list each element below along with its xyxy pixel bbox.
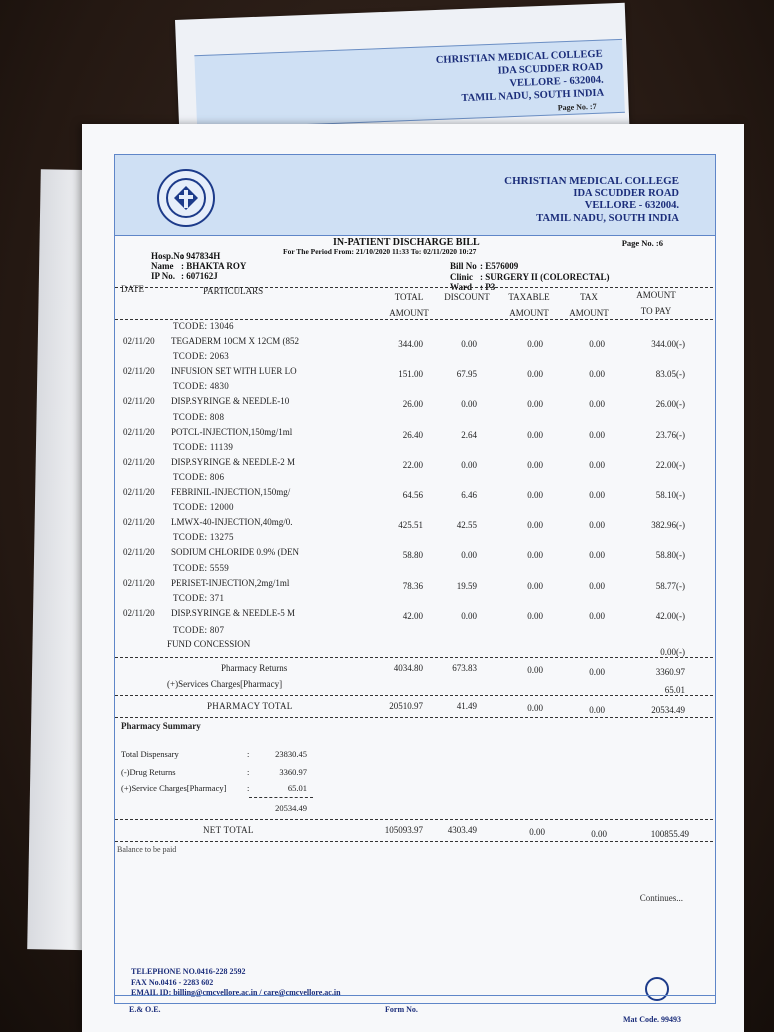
net-total-taxable: 0.00 (529, 827, 545, 837)
table-row (115, 563, 715, 593)
tcode: TCODE: 4830 (173, 381, 230, 392)
item-tax: 0.00 (589, 610, 605, 621)
ip-no-label: IP No. (151, 271, 176, 281)
item-total: 58.80 (402, 550, 423, 561)
pharmacy-total-taxable: 0.00 (527, 703, 543, 713)
net-total-label: NET TOTAL (203, 825, 254, 835)
item-date: 02/11/20 (123, 517, 155, 528)
tcode: TCODE: 2063 (173, 351, 230, 362)
services-charges-pay: 65.01 (664, 685, 685, 695)
divider (115, 695, 713, 696)
patient-info (151, 251, 246, 281)
back-inst-line: TAMIL NADU, SOUTH INDIA (461, 87, 605, 105)
item-total: 42.00 (402, 610, 423, 621)
table-row (115, 442, 715, 472)
tcode: TCODE: 808 (173, 411, 225, 422)
item-date: 02/11/20 (123, 396, 155, 407)
col-pay-1: AMOUNT (636, 290, 676, 300)
divider (115, 819, 713, 820)
mat-code: Mat Code. 99493 (623, 1015, 681, 1024)
item-date: 02/11/20 (123, 486, 155, 497)
item-tax: 0.00 (589, 369, 605, 380)
net-total-total: 105093.97 (384, 825, 423, 835)
item-discount: 0.00 (461, 399, 477, 410)
table-row (115, 381, 715, 411)
item-particular: SODIUM CHLORIDE 0.9% (DEN (171, 547, 299, 558)
item-total: 78.36 (402, 580, 423, 591)
bill-no-label: Bill No (450, 261, 477, 271)
back-page-no: Page No. :7 (557, 101, 597, 113)
item-taxable: 0.00 (527, 580, 543, 591)
pharmacy-total-total: 20510.97 (389, 701, 423, 711)
item-date: 02/11/20 (123, 607, 155, 618)
divider (115, 717, 713, 718)
table-row (115, 351, 715, 381)
balance-label: Balance to be paid (117, 845, 177, 854)
item-total: 22.00 (402, 459, 423, 470)
item-total: 344.00 (398, 339, 423, 349)
item-taxable: 0.00 (527, 369, 543, 380)
divider (115, 319, 713, 320)
item-particular: POTCL-INJECTION,150mg/1ml (171, 426, 293, 437)
item-particular: DISP.SYRINGE & NEEDLE-10 (171, 396, 290, 407)
col-particulars: PARTICULARS (203, 286, 264, 296)
tcode: TCODE: 13046 (173, 321, 234, 331)
item-to-pay: 58.10(-) (655, 489, 685, 500)
pharmacy-returns-pay: 3360.97 (655, 667, 685, 677)
col-total (381, 289, 437, 321)
summary-divider (249, 797, 313, 798)
pharmacy-total-tax: 0.00 (589, 705, 605, 715)
summary-row-value: 65.01 (287, 783, 307, 793)
header-band (115, 155, 715, 236)
address-line: VELLORE - 632004. (584, 200, 679, 211)
eoe-note: E.& O.E. (129, 1005, 161, 1014)
item-date: 02/11/20 (123, 547, 155, 558)
back-institution (436, 48, 605, 106)
address-line: TAMIL NADU, SOUTH INDIA (536, 212, 679, 224)
document-title: IN-PATIENT DISCHARGE BILL (333, 237, 480, 248)
item-to-pay: 83.05(-) (655, 369, 685, 380)
item-particular: DISP.SYRINGE & NEEDLE-5 M (171, 607, 296, 618)
pharmacy-total-discount: 41.49 (456, 701, 477, 711)
item-tax: 0.00 (589, 489, 605, 500)
col-taxable (499, 289, 559, 321)
item-taxable: 0.00 (527, 610, 543, 621)
bill-frame (114, 154, 716, 1024)
net-total-pay: 100855.49 (650, 829, 689, 839)
hosp-no-label: Hosp.No (151, 251, 185, 261)
item-to-pay: 382.96(-) (651, 520, 685, 531)
clinic: : SURGERY II (COLORECTAL) (480, 271, 610, 282)
item-tax: 0.00 (589, 520, 605, 531)
item-particular: PERISET-INJECTION,2mg/1ml (171, 577, 290, 588)
ward: : P3 (480, 282, 496, 292)
col-date: DATE (121, 284, 144, 294)
tcode: TCODE: 5559 (173, 562, 230, 573)
col-taxable-2: AMOUNT (509, 308, 549, 318)
divider (115, 657, 713, 658)
back-inst-line: CHRISTIAN MEDICAL COLLEGE (435, 48, 603, 67)
pharmacy-total-pay: 20534.49 (651, 705, 685, 715)
item-to-pay: 23.76(-) (655, 429, 685, 440)
table-row (115, 532, 715, 562)
item-particular: TEGADERM 10CM X 12CM (852 (171, 336, 300, 346)
footer-rule (115, 995, 715, 1004)
col-tax-1: TAX (580, 292, 598, 302)
item-tax: 0.00 (589, 339, 605, 349)
item-date: 02/11/20 (123, 577, 155, 588)
item-tax: 0.00 (589, 459, 605, 470)
item-to-pay: 42.00(-) (655, 610, 685, 621)
summary-row-value: 3360.97 (279, 767, 307, 777)
telephone: TELEPHONE NO.0416-228 2592 (131, 967, 246, 976)
college-logo-icon (157, 169, 215, 227)
back-inst-line: IDA SCUDDER ROAD (497, 61, 604, 77)
pharmacy-returns-discount: 673.83 (452, 663, 477, 673)
summary-row-sep: : (247, 767, 250, 777)
item-total: 425.51 (398, 520, 423, 531)
page-number: Page No. :6 (621, 238, 663, 248)
item-taxable: 0.00 (527, 489, 543, 500)
item-total: 26.40 (402, 429, 423, 440)
net-total-discount: 4303.49 (447, 825, 477, 835)
item-taxable: 0.00 (527, 520, 543, 531)
ward-label: Ward (450, 282, 473, 292)
divider (115, 841, 713, 842)
billing-period: For The Period From: 21/10/2020 11:33 To: 02/11/2020 10:27 (283, 247, 477, 256)
summary-row-label: (+)Service Charges[Pharmacy] (121, 783, 227, 793)
tcode: TCODE: 807 (173, 625, 225, 635)
tcode: TCODE: 12000 (173, 502, 234, 513)
institution-address (504, 175, 679, 225)
fund-concession-amount: 0.00(-) (660, 647, 685, 657)
item-to-pay: 26.00(-) (655, 399, 685, 410)
continues-note: Continues... (639, 893, 683, 903)
table-row (115, 412, 715, 442)
pharmacy-returns-taxable: 0.00 (527, 665, 543, 675)
col-pay-2: TO PAY (640, 306, 672, 316)
email: EMAIL ID: billing@cmcvellore.ac.in / care@cmcvellore.ac.in (131, 988, 341, 997)
summary-result: 20534.49 (275, 803, 307, 813)
item-date: 02/11/20 (123, 336, 155, 346)
item-total: 151.00 (398, 369, 423, 380)
item-taxable: 0.00 (527, 399, 543, 410)
item-discount: 42.55 (456, 520, 477, 531)
summary-row-label: Total Dispensary (121, 749, 179, 759)
back-inst-line: VELLORE - 632004. (509, 74, 604, 90)
table-row (115, 321, 715, 351)
summary-row-value: 23830.45 (275, 749, 307, 759)
col-tax-2: AMOUNT (569, 308, 609, 318)
item-particular: LMWX-40-INJECTION,40mg/0. (171, 517, 293, 528)
fund-concession-label: FUND CONCESSION (167, 639, 251, 649)
pharmacy-returns-tax: 0.00 (589, 667, 605, 677)
summary-row-sep: : (247, 749, 250, 759)
item-to-pay: 58.77(-) (655, 580, 685, 591)
form-no: Form No. (385, 1005, 418, 1014)
item-taxable: 0.00 (527, 339, 543, 349)
institution-name: CHRISTIAN MEDICAL COLLEGE (504, 175, 679, 187)
fax: FAX No.0416 - 2283 602 (131, 977, 214, 987)
col-tax (561, 289, 617, 321)
item-date: 02/11/20 (123, 456, 155, 467)
col-total-2: AMOUNT (389, 308, 429, 318)
item-particular: DISP.SYRINGE & NEEDLE-2 M (171, 456, 296, 467)
item-to-pay: 58.80(-) (655, 550, 685, 561)
item-discount: 0.00 (461, 339, 477, 349)
col-total-1: TOTAL (394, 292, 424, 302)
item-to-pay: 22.00(-) (655, 459, 685, 470)
table-row (115, 502, 715, 532)
net-total-tax: 0.00 (591, 829, 607, 839)
item-discount: 2.64 (461, 429, 477, 440)
item-total: 26.00 (402, 399, 423, 410)
clinic-label: Clinic (450, 271, 474, 282)
tcode: TCODE: 11139 (173, 441, 234, 452)
item-to-pay: 344.00(-) (651, 339, 685, 349)
tcode: TCODE: 371 (173, 592, 225, 603)
hosp-no: : 947834H (181, 251, 221, 261)
bill-page (82, 124, 744, 1032)
line-items (115, 321, 715, 623)
item-discount: 6.46 (461, 489, 477, 500)
item-discount: 67.95 (456, 369, 477, 380)
contact-footer (131, 967, 341, 999)
item-date: 02/11/20 (123, 426, 155, 437)
item-taxable: 0.00 (527, 429, 543, 440)
pharmacy-returns-label: Pharmacy Returns (221, 663, 288, 673)
item-date: 02/11/20 (123, 366, 155, 377)
item-tax: 0.00 (589, 399, 605, 410)
address-line: IDA SCUDDER ROAD (573, 187, 679, 199)
item-particular: FEBRINIL-INJECTION,150mg/ (171, 486, 291, 497)
item-discount: 0.00 (461, 610, 477, 621)
services-charges-label: (+)Services Charges[Pharmacy] (167, 679, 283, 689)
item-particular: INFUSION SET WITH LUER LO (171, 366, 297, 377)
tcode: TCODE: 806 (173, 471, 225, 482)
item-tax: 0.00 (589, 550, 605, 561)
col-to-pay (623, 287, 689, 319)
item-discount: 0.00 (461, 550, 477, 561)
summary-row-label: (-)Drug Returns (121, 767, 176, 777)
table-row (115, 593, 715, 623)
item-discount: 19.59 (456, 580, 477, 591)
patient-name: : BHAKTA ROY (181, 261, 247, 271)
col-taxable-1: TAXABLE (508, 292, 550, 302)
item-total: 64.56 (402, 489, 423, 500)
ip-no: : 607162J (181, 271, 218, 281)
item-discount: 0.00 (461, 459, 477, 470)
pharmacy-summary-title: Pharmacy Summary (121, 721, 201, 731)
table-row (115, 472, 715, 502)
item-tax: 0.00 (589, 580, 605, 591)
pharmacy-total-label: PHARMACY TOTAL (207, 701, 293, 711)
item-taxable: 0.00 (527, 459, 543, 470)
pharmacy-returns-total: 4034.80 (393, 663, 423, 673)
summary-row-sep: : (247, 783, 250, 793)
name-label: Name (151, 261, 174, 271)
item-taxable: 0.00 (527, 550, 543, 561)
item-tax: 0.00 (589, 429, 605, 440)
tcode: TCODE: 13275 (173, 532, 234, 543)
col-discount: DISCOUNT (444, 292, 490, 302)
bill-no: : E576009 (480, 261, 519, 271)
